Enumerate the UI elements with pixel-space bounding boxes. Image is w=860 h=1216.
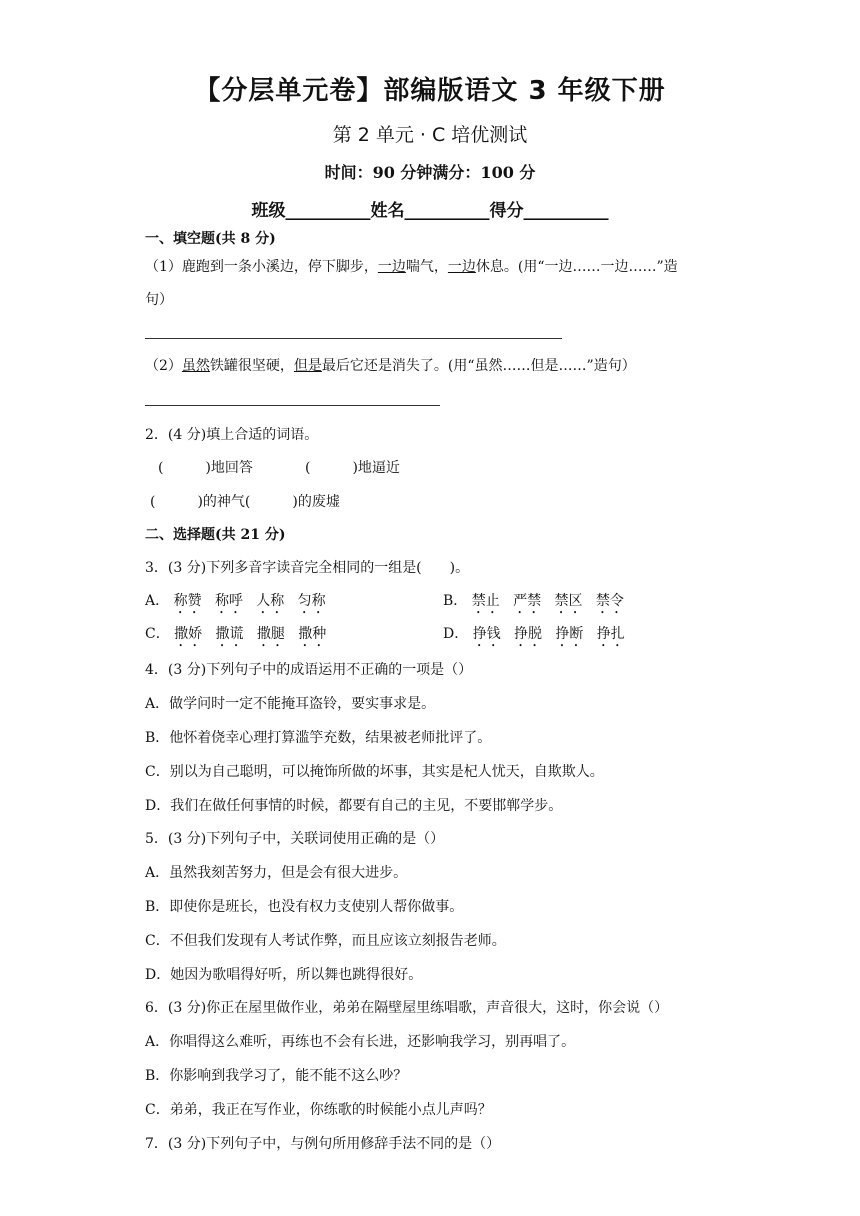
q3-option-a-label: A． [145, 593, 170, 609]
q1-2-underline-2: 但是 [293, 358, 322, 374]
question-2-stem: 2．(4 分)填上合适的词语。 [145, 427, 319, 443]
q3-a-word: 称呼 [214, 593, 243, 609]
student-fill-line: 班级__________姓名__________得分__________ [251, 201, 609, 221]
q3-b-word: 禁令 [595, 593, 624, 609]
q1-1-mid: 喘气， [405, 259, 448, 275]
q3-option-c[interactable] [145, 623, 326, 650]
q4-option-d[interactable]: D．我们在做任何事情的时候，都要有自己的主见，不要邯郸学步。 [145, 798, 563, 814]
q3-a-word: 匀称 [297, 593, 326, 609]
answer-line-2[interactable] [145, 405, 440, 406]
q3-option-a[interactable] [145, 590, 326, 617]
q6-option-c[interactable]: C．弟弟，我正在写作业，你练歌的时候能小点儿声吗？ [145, 1102, 492, 1118]
question-6-stem: 6．(3 分)你正在屋里做作业，弟弟在隔壁屋里练唱歌，声音很大，这时，你会说（） [145, 1000, 669, 1016]
question-1-2 [145, 355, 636, 375]
question-4-stem: 4．(3 分)下列句子中的成语运用不正确的一项是（） [145, 662, 473, 678]
q3-option-d[interactable] [443, 623, 625, 650]
q1-2-suffix: 最后它还是消失了。(用“虽然……但是……”造句） [321, 358, 636, 374]
q3-d-word: 挣脱 [514, 626, 543, 642]
q1-2-prefix: （2） [145, 358, 182, 374]
question-1-1-cont: 句） [145, 292, 173, 308]
q1-1-suffix: 休息。(用“一边……一边……”造 [475, 259, 678, 275]
q1-2-mid: 铁罐很坚硬， [209, 358, 294, 374]
section-heading-choice: 二、选择题(共 21 分) [145, 527, 286, 543]
q3-d-word: 挣钱 [472, 626, 501, 642]
question-3-stem: 3．(3 分)下列多音字读音完全相同的一组是( )。 [145, 560, 470, 576]
q3-b-word: 严禁 [513, 593, 542, 609]
q5-option-c[interactable]: C．不但我们发现有人考试作弊，而且应该立刻报告老师。 [145, 933, 506, 949]
q1-1-underline-1: 一边 [377, 259, 406, 275]
q2-blank-row2[interactable]: ( )的神气( )的废墟 [150, 494, 340, 510]
q6-option-b[interactable]: B．你影响到我学习了，能不能不这么吵？ [145, 1068, 408, 1084]
question-7-stem: 7．(3 分)下列句子中，与例句所用修辞手法不同的是（） [145, 1136, 501, 1152]
q5-option-b[interactable]: B．即使你是班长，也没有权力支使别人帮你做事。 [145, 899, 464, 915]
page-title: 【分层单元卷】部编版语文 3 年级下册 [194, 76, 666, 106]
q2-blank-2[interactable]: ( )地逼近 [305, 460, 400, 476]
q3-a-word: 人称 [256, 593, 285, 609]
q4-option-c[interactable]: C．别以为自己聪明，可以掩饰所做的坏事，其实是杞人忧天，自欺欺人。 [145, 764, 604, 780]
q3-a-word: 称赞 [173, 593, 202, 609]
q3-option-b[interactable] [443, 590, 624, 617]
q3-b-word: 禁止 [471, 593, 500, 609]
q3-c-word: 撒谎 [215, 626, 244, 642]
q3-option-b-label: B． [443, 593, 468, 609]
q3-d-word: 挣断 [555, 626, 584, 642]
q1-1-underline-2: 一边 [447, 259, 476, 275]
q1-2-underline-1: 虽然 [181, 358, 210, 374]
q3-c-word: 撒种 [298, 626, 327, 642]
question-1-1 [145, 256, 678, 276]
page-subtitle: 第 2 单元 · C 培优测试 [332, 124, 528, 146]
q4-option-b[interactable]: B．他怀着侥幸心理打算滥竽充数，结果被老师批评了。 [145, 730, 492, 746]
q1-1-prefix: （1）鹿跑到一条小溪边，停下脚步， [145, 259, 378, 275]
q5-option-a[interactable]: A．虽然我刻苦努力，但是会有很大进步。 [145, 865, 408, 881]
q3-option-c-label: C． [145, 626, 170, 642]
question-5-stem: 5．(3 分)下列句子中，关联词使用正确的是（） [145, 831, 445, 847]
section-heading-fill-blanks: 一、填空题(共 8 分) [145, 231, 276, 247]
q4-option-a[interactable]: A．做学问时一定不能掩耳盗铃，要实事求是。 [145, 696, 436, 712]
q3-c-word: 撒腿 [256, 626, 285, 642]
q3-d-word: 挣扎 [596, 626, 625, 642]
q6-option-a[interactable]: A．你唱得这么难听，再练也不会有长进，还影响我学习，别再唱了。 [145, 1034, 576, 1050]
answer-line-1[interactable] [145, 338, 562, 339]
q5-option-d[interactable]: D．她因为歌唱得好听，所以舞也跳得很好。 [145, 967, 423, 983]
q3-option-d-label: D． [443, 626, 469, 642]
exam-info: 时间：90 分钟满分：100 分 [324, 163, 536, 182]
q2-blank-1[interactable]: ( )地回答 [158, 460, 253, 476]
q3-c-word: 撒娇 [174, 626, 203, 642]
q3-b-word: 禁区 [554, 593, 583, 609]
